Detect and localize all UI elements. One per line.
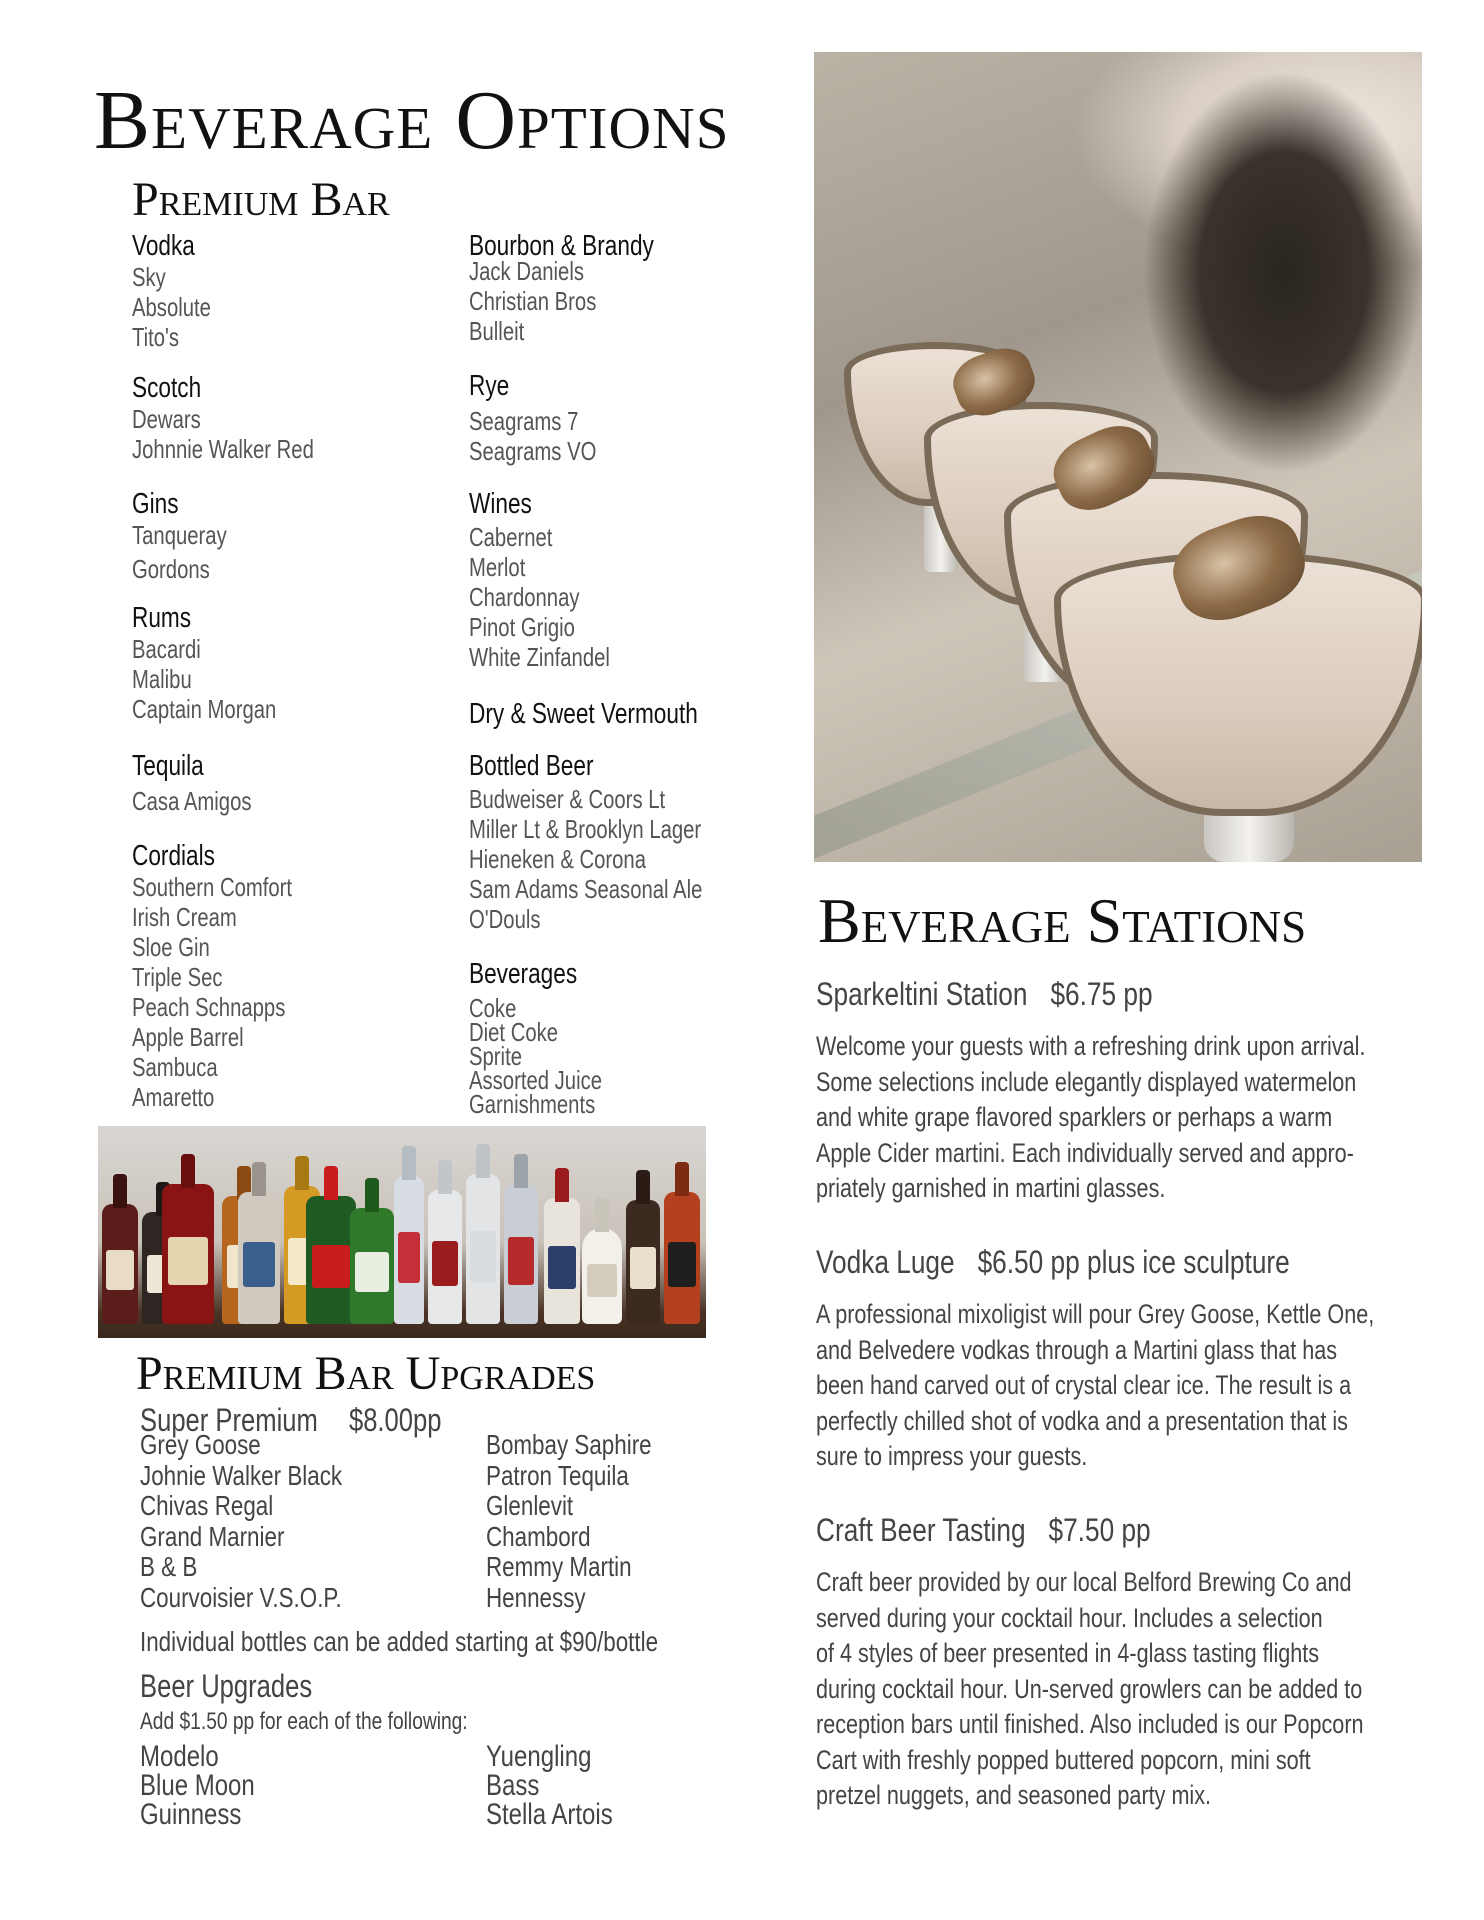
category-beverages (469, 958, 640, 1119)
premium-bar-heading: Premium Bar (132, 173, 390, 226)
super-premium-left-list (140, 1430, 342, 1613)
stations-heading: Beverage Stations (818, 885, 1307, 956)
list-item: Assorted Juice (469, 1065, 603, 1095)
list-item: Sky (132, 262, 166, 292)
list-item: Diet Coke (469, 1017, 559, 1047)
upgrades-heading: Premium Bar Upgrades (136, 1347, 596, 1400)
list-item: Modelo (140, 1740, 219, 1773)
list-item: Sloe Gin (132, 932, 210, 962)
description-line: perfectly chilled shot of vodka and a presentation that is (816, 1405, 1348, 1436)
beer-right-list (486, 1742, 613, 1829)
description-line: pretzel nuggets, and seasoned party mix. (816, 1780, 1212, 1810)
category-vodka (132, 230, 233, 352)
list-item: Miller Lt & Brooklyn Lager (469, 814, 702, 844)
station-sparkeltini (816, 976, 1484, 1207)
category-title: Gins (132, 488, 179, 520)
list-item: Blue Moon (140, 1769, 255, 1802)
category-bourbon-brandy (469, 230, 706, 346)
category-title: Tequila (132, 750, 204, 782)
category-rye (469, 370, 632, 466)
smores-martini-photo (814, 52, 1422, 862)
list-item: Southern Comfort (132, 872, 293, 902)
list-item: Amaretto (132, 1082, 215, 1112)
category-items (469, 784, 702, 934)
list-item: Sambuca (132, 1052, 218, 1082)
list-item: Merlot (469, 552, 526, 582)
category-wines (469, 488, 650, 672)
list-item: Sam Adams Seasonal Ale (469, 874, 703, 904)
description-line: priately garnished in martini glasses. (816, 1173, 1166, 1203)
list-item: Bass (486, 1769, 540, 1802)
list-item: Johnnie Walker Red (132, 434, 314, 464)
list-item: White Zinfandel (469, 642, 610, 672)
beer-left-list (140, 1742, 255, 1829)
list-item: Garnishments (469, 1089, 596, 1119)
list-item: Sprite (469, 1041, 522, 1071)
list-item: B & B (140, 1551, 198, 1582)
description-line: Cart with freshly popped buttered popcorn, mini soft (816, 1744, 1311, 1775)
category-cordials (132, 840, 337, 1112)
list-item: Christian Bros (469, 286, 597, 316)
station-craft-beer (816, 1512, 1484, 1814)
list-item: Bombay Saphire (486, 1429, 652, 1460)
description-line: and white grape flavored sparklers or perhaps a warm (816, 1102, 1333, 1132)
list-item: Stella Artois (486, 1798, 613, 1831)
category-items (132, 872, 292, 1112)
station-title (816, 1512, 1406, 1549)
beer-upgrades-note: Add $1.50 pp for each of the following: (140, 1708, 468, 1735)
station-title (816, 1244, 1406, 1281)
category-title: Vodka (132, 230, 195, 262)
category-items (469, 993, 603, 1119)
list-item: Jack Daniels (469, 256, 584, 286)
list-item: Peach Schnapps (132, 992, 286, 1022)
station-price: $6.50 pp plus ice sculpture (977, 1244, 1290, 1280)
description-line: served during your cocktail hour. Includes a selection (816, 1602, 1323, 1633)
list-item: Pinot Grigio (469, 612, 575, 642)
category-items (132, 634, 276, 724)
list-item: Casa Amigos (132, 786, 252, 816)
bottles-note: Individual bottles can be added starting at $90/bottle (140, 1626, 659, 1657)
super-premium-price: $8.00pp (348, 1402, 442, 1438)
list-item: Dewars (132, 404, 201, 434)
list-item: Absolute (132, 292, 211, 322)
station-name: Craft Beer Tasting (816, 1512, 1026, 1548)
category-scotch (132, 372, 365, 464)
category-rums (132, 602, 317, 724)
list-item: Tanqueray (132, 520, 227, 550)
description-line: Craft beer provided by our local Belford Brewing Co and (816, 1567, 1352, 1597)
super-premium-label: Super Premium (140, 1402, 318, 1438)
list-item: Gordons (132, 554, 210, 584)
station-description (816, 1565, 1392, 1814)
list-item: Grand Marnier (140, 1520, 285, 1552)
description-line: sure to impress your guests. (816, 1441, 1088, 1471)
list-item: Irish Cream (132, 902, 237, 932)
station-name: Sparkeltini Station (816, 976, 1028, 1012)
list-item: Patron Tequila (486, 1459, 629, 1491)
category-items (469, 406, 596, 466)
list-item: Malibu (132, 664, 192, 694)
list-item: Courvoisier V.S.O.P. (140, 1581, 342, 1613)
description-line: Welcome your guests with a refreshing drink upon arrival. (816, 1031, 1366, 1061)
category-title: Bottled Beer (469, 750, 594, 782)
list-item: Captain Morgan (132, 694, 277, 724)
station-price: $6.75 pp (1050, 976, 1153, 1012)
list-item: Budweiser & Coors Lt (469, 784, 666, 814)
list-item: Yuengling (486, 1740, 592, 1773)
page-title: Beverage Options (94, 74, 730, 167)
list-item: Grey Goose (140, 1429, 261, 1460)
description-line: been hand carved out of crystal clear ice. The result is a (816, 1370, 1352, 1400)
category-title: Rye (469, 370, 510, 402)
description-line: of 4 styles of beer presented in 4-glass tasting flights (816, 1638, 1320, 1668)
list-item: O'Douls (469, 904, 541, 934)
category-items (469, 256, 654, 346)
category-title: Scotch (132, 372, 202, 404)
list-item: Hennessy (486, 1581, 586, 1613)
description-line: during cocktail hour. Un-served growlers can be added to (816, 1673, 1363, 1704)
list-item: Chivas Regal (140, 1490, 274, 1521)
list-item: Glenlevit (486, 1490, 574, 1521)
station-price: $7.50 pp (1048, 1512, 1151, 1548)
description-line: Apple Cider martini. Each individually served and appro- (816, 1137, 1354, 1168)
liquor-bottles-photo (98, 1126, 706, 1338)
list-item: Bulleit (469, 316, 525, 346)
category-title: Bourbon & Brandy (469, 230, 654, 262)
category-title: Beverages (469, 958, 578, 990)
list-item: Apple Barrel (132, 1022, 244, 1052)
category-items (469, 522, 610, 672)
list-item: Remmy Martin (486, 1551, 632, 1582)
list-item: Coke (469, 993, 517, 1023)
category-items (132, 262, 211, 352)
category-title: Wines (469, 488, 532, 520)
description-line: A professional mixoligist will pour Grey Goose, Kettle One, (816, 1299, 1375, 1329)
station-vodka-luge (816, 1244, 1484, 1475)
station-title (816, 976, 1406, 1013)
list-item: Guinness (140, 1798, 242, 1831)
description-line: reception bars until finished. Also included is our Popcorn (816, 1709, 1364, 1739)
description-line: and Belvedere vodkas through a Martini glass that has (816, 1334, 1338, 1365)
category-vermouth (469, 698, 762, 730)
category-items (132, 520, 227, 584)
category-title: Cordials (132, 840, 215, 872)
super-premium-right-list (486, 1430, 652, 1613)
category-gins (132, 488, 253, 584)
list-item: Chardonnay (469, 582, 580, 612)
station-name: Vodka Luge (816, 1244, 955, 1280)
description-line: Some selections include elegantly displayed watermelon (816, 1066, 1357, 1097)
category-items (132, 404, 314, 464)
category-title: Rums (132, 602, 192, 634)
station-description (816, 1029, 1392, 1207)
list-item: Chambord (486, 1520, 591, 1552)
category-title: Dry & Sweet Vermouth (469, 698, 698, 730)
list-item: Seagrams 7 (469, 406, 579, 436)
category-items (132, 786, 251, 816)
list-item: Tito's (132, 322, 180, 352)
list-item: Hieneken & Corona (469, 844, 646, 874)
list-item: Bacardi (132, 634, 201, 664)
list-item: Seagrams VO (469, 436, 597, 466)
category-bottled-beer (469, 750, 768, 934)
category-tequila (132, 750, 285, 816)
station-description (816, 1297, 1392, 1475)
list-item: Johnie Walker Black (140, 1459, 343, 1491)
beer-upgrades-title: Beer Upgrades (140, 1668, 313, 1704)
list-item: Cabernet (469, 522, 553, 552)
list-item: Triple Sec (132, 962, 223, 992)
